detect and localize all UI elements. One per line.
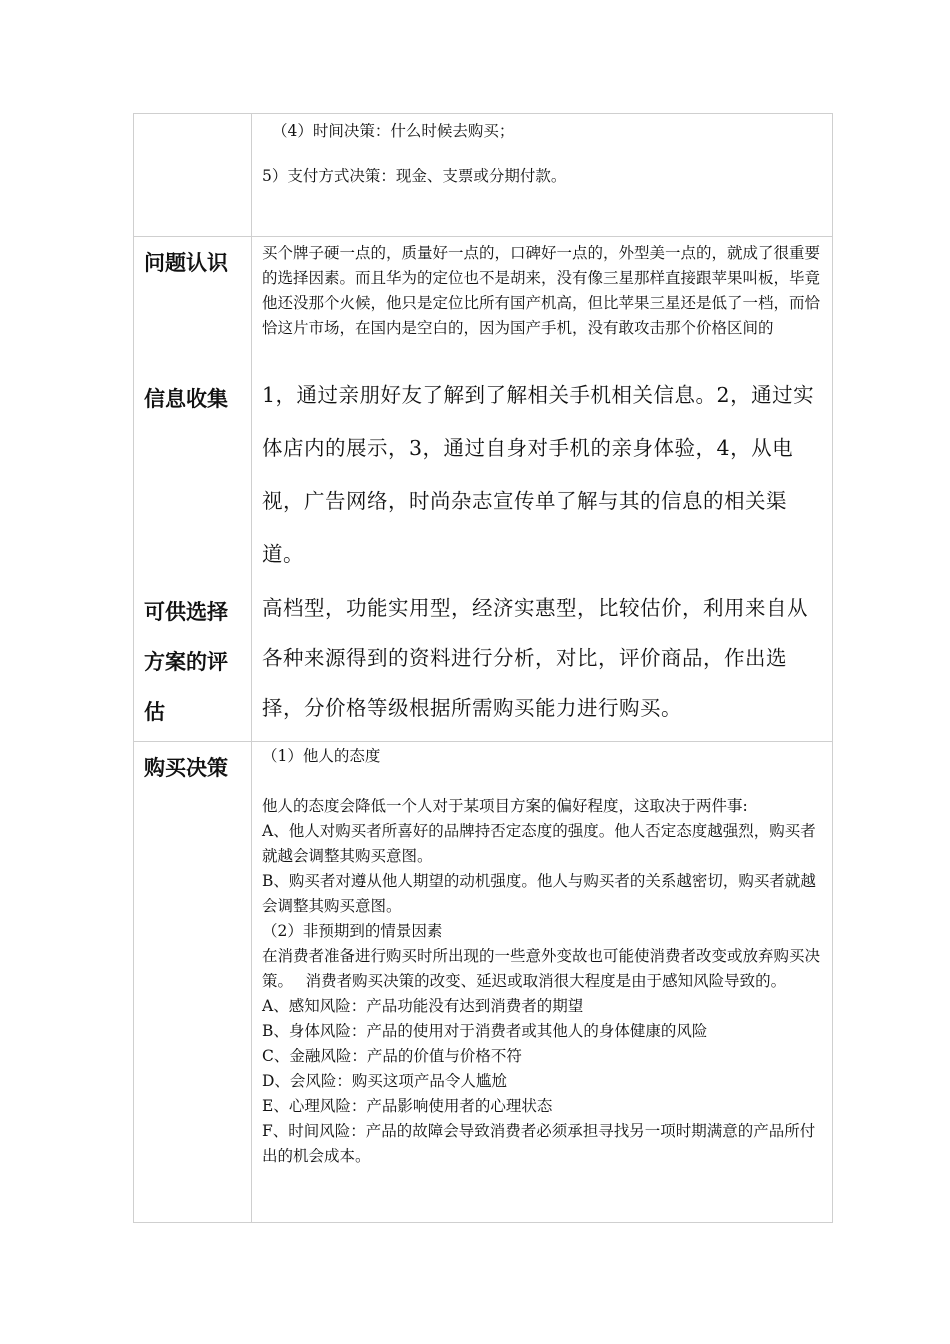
row-content (262, 744, 822, 1169)
heading-line: 可供选择 (144, 600, 228, 624)
list-item: F、时间风险：产品的故障会导致消费者必须承担寻找另一项时期满意的产品所付出的机会成本。 (262, 1122, 816, 1165)
row-content (262, 119, 822, 189)
time-decision-line: （4）时间决策：什么时候去购买； (272, 122, 515, 140)
list-item: D、会风险：购买这项产品令人尴尬 (262, 1072, 507, 1090)
list-item: B、身体风险：产品的使用对于消费者或其他人的身体健康的风险 (262, 1022, 708, 1040)
table-row-purchase-decision (134, 742, 832, 1222)
list-item: A、感知风险：产品功能没有达到消费者的期望 (262, 997, 584, 1015)
row-content: 高档型，功能实用型，经济实惠型，比较估价，利用来自从各种来源得到的资料进行分析，对比，评价商品，作出选择，分价格等级根据所需购买能力进行购买。 (262, 596, 808, 720)
row-heading (144, 587, 244, 737)
subtitle-unexpected-factors: （2）非预期到的情景因素 (262, 922, 443, 940)
paragraph: 他人的态度会降低一个人对于某项目方案的偏好程度，这取决于两件事: (262, 797, 748, 815)
table-row-problem-recognition (134, 237, 832, 369)
heading-line: 方案的评 (144, 650, 228, 674)
row-content: 买个牌子硬一点的，质量好一点的，口碑好一点的，外型美一点的，就成了很重要的选择因素。而且华为的定位也不是胡来，没有像三星那样直接跟苹果叫板，毕竟他还没那个火候，他只是定位比所有国产机高，但比苹果三星还是低了一档，而恰恰这片市场，在国内是空白的，因为国产手机，没有敢攻击那个价格区间的 (262, 244, 821, 337)
row-content: 1，通过亲朋好友了解到了解相关手机相关信息。2，通过实体店内的展示，3，通过自身对手机的亲身体验，4，从电视，广告网络，时尚杂志宣传单了解与其的信息的相关渠道。 (262, 383, 815, 566)
row-heading: 购买决策 (144, 756, 228, 780)
table-row-alternative-evaluation (134, 579, 832, 741)
list-item: C、金融风险：产品的价值与价格不符 (262, 1047, 522, 1065)
row-heading: 信息收集 (144, 387, 228, 411)
table-row-information-search (134, 369, 832, 579)
paragraph: A、他人对购买者所喜好的品牌持否定态度的强度。他人否定态度越强烈，购买者就越会调整其购买意图。 (262, 822, 816, 865)
heading-line: 估 (144, 700, 165, 724)
paragraph: B、购买者对遵从他人期望的动机强度。他人与购买者的关系越密切，购买者就越会调整其购买意图。 (262, 872, 816, 915)
subtitle-others-attitude: （1）他人的态度 (262, 747, 381, 765)
paragraph: 在消费者准备进行购买时所出现的一些意外变故也可能使消费者改变或放弃购买决策。 消费者购买决策的改变、延迟或取消很大程度是由于感知风险导致的。 (262, 947, 821, 990)
row-heading: 问题认识 (144, 251, 228, 275)
list-item: E、心理风险：产品影响使用者的心理状态 (262, 1097, 553, 1115)
payment-decision-line: 5）支付方式决策：现金、支票或分期付款。 (262, 167, 567, 185)
evaluation-table (133, 113, 833, 1223)
table-row-decision-continued (134, 114, 832, 236)
